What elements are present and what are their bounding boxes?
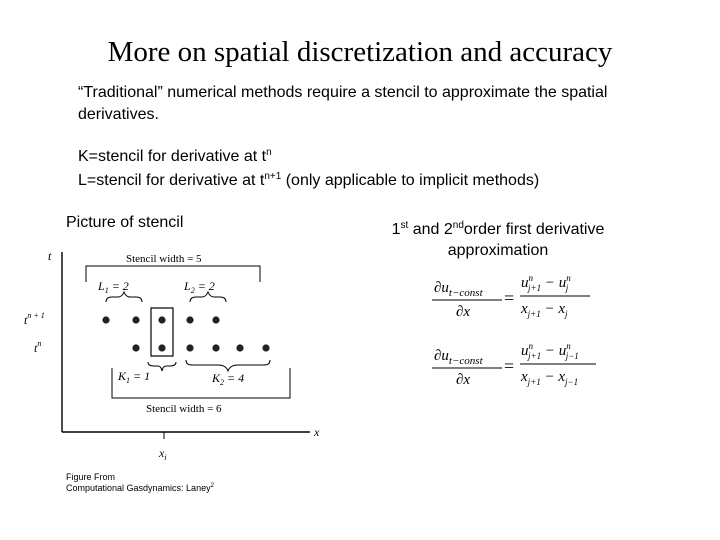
point-tn-3 [186, 344, 193, 351]
L2-label: $L_2 = 2$ [184, 279, 215, 295]
eq1-lhs-numerator: $\partial u_{t-const}$ [434, 280, 483, 299]
eq2-lhs-numerator: $\partial u_{t-const}$ [434, 348, 483, 367]
l-definition-text: L=stencil for derivative at t [78, 172, 265, 189]
point-tn-6 [262, 344, 269, 351]
stencil-figure [18, 244, 328, 470]
heading-part2: and 2 [408, 221, 453, 238]
K2-brace [186, 360, 270, 371]
l-definition [78, 171, 539, 191]
xi-label: $x_i$ [159, 446, 167, 462]
heading-part3: order first derivative approximation [447, 221, 605, 259]
slide-title: More on spatial discretization and accuracy [107, 36, 613, 68]
figure-caption [66, 472, 214, 494]
point-tn1-3 [158, 316, 165, 323]
derivative-approx-heading [368, 219, 628, 261]
point-tn1-2 [132, 316, 139, 323]
heading-sup2: nd [452, 220, 464, 231]
caption-line2: Computational Gasdynamics: Laney$^2$ [66, 483, 214, 493]
eq1-rhs-denominator: $x_{j+1} - x_j$ [521, 301, 568, 319]
tn1-row-points [102, 316, 219, 323]
eq2-rhs-denominator: $x_{j+1} - x_{j-1}$ [521, 369, 579, 387]
intro-text: “Traditional” numerical methods require a stencil to approximate the spatial derivatives. [78, 84, 608, 123]
eq2-rhs-numerator: $u^n$ $j+1 - u^n$ j−1 [521, 341, 579, 361]
k-definition-text: K=stencil for derivative at t [78, 148, 267, 165]
t-axis-label: t [48, 249, 52, 263]
stencil-picture-heading: Picture of stencil [66, 214, 184, 231]
point-tn1-5 [212, 316, 219, 323]
K1-brace [148, 362, 176, 371]
point-tn1-1 [102, 316, 109, 323]
heading-part1: 1 [391, 221, 401, 238]
point-tn1-4 [186, 316, 193, 323]
K1-label: $K_1 = 1$ [118, 369, 151, 385]
L1-brace [106, 292, 142, 302]
eq2-lhs-denominator: ∂x [456, 372, 471, 388]
eq2-equals: = [504, 356, 515, 376]
eq1-lhs-denominator: ∂x [456, 304, 471, 320]
first-order-equation [426, 272, 596, 322]
eq1-rhs-numerator: $u^n$ $j+1 - u^n$ j [521, 273, 571, 293]
stencil-width-top-label: Stencil width = 5 [126, 253, 202, 265]
stencil-width-bottom-label: Stencil width = 6 [146, 403, 222, 415]
x-axis-label: x [314, 425, 320, 439]
tn1-label: $t^{n + 1}$ [24, 311, 45, 327]
second-order-equation [426, 340, 606, 392]
point-tn-2 [158, 344, 165, 351]
l-definition-sup: n+1 [264, 171, 282, 182]
k-definition-sup: n [266, 147, 272, 158]
point-tn-5 [236, 344, 243, 351]
K2-label: $K_2 = 4$ [212, 371, 245, 387]
k-definition [78, 147, 272, 167]
point-tn-1 [132, 344, 139, 351]
tn-row-points [132, 344, 269, 351]
point-tn-4 [212, 344, 219, 351]
caption-line1: Figure From [66, 472, 116, 482]
L2-brace [190, 292, 226, 302]
tn-label: $t^n$ [34, 339, 42, 355]
L1-label: $L_1 = 2$ [98, 279, 129, 295]
heading-sup1: st [400, 220, 409, 231]
eq1-equals: = [504, 288, 515, 308]
l-definition-suffix: (only applicable to implicit methods) [281, 172, 540, 189]
